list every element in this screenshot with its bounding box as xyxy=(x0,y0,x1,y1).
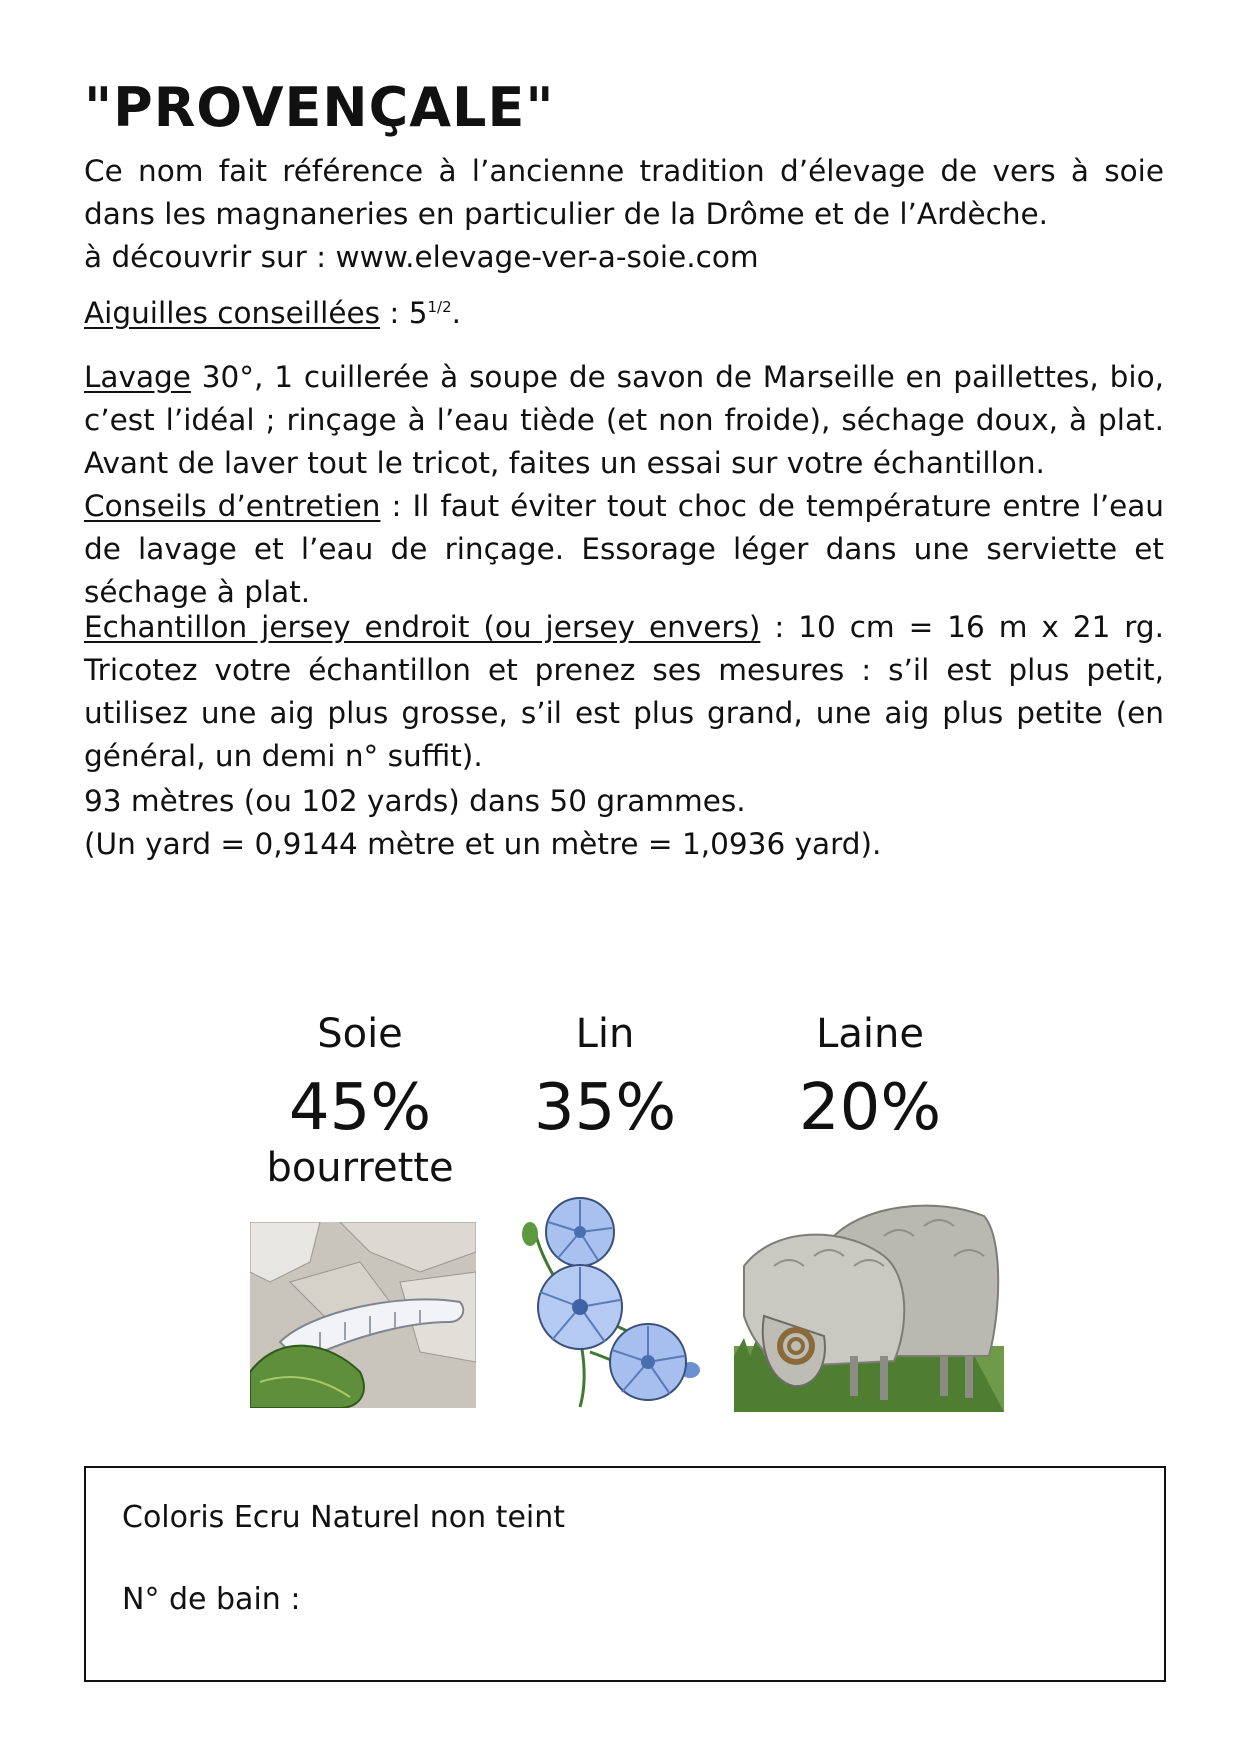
fiber-wool xyxy=(760,1012,980,1146)
fiber-percent: 45% xyxy=(288,1071,432,1145)
intro-website: à découvrir sur : www.elevage-ver-a-soie.com xyxy=(84,240,759,274)
sheep-illustration xyxy=(734,1196,1004,1412)
intro-description: Ce nom fait référence à l’ancienne tradition d’élevage de vers à soie dans les magnaneries en particulier de la Drôme et de l’Ardèche. xyxy=(84,154,1164,231)
color-name: Coloris Ecru Naturel non teint xyxy=(122,1500,566,1535)
page-title: "PROVENÇALE" xyxy=(84,76,555,139)
needles-fraction: 1/2 xyxy=(427,298,452,317)
gauge-description: : 10 cm = 16 m x 21 rg. Tricotez votre échantillon et prenez ses mesures : s’il est plus petit, utilisez une aig plus grosse, s’il est plus grand, une aig plus petite (en général, un demi n° suffit). xyxy=(84,610,1164,773)
label-box xyxy=(84,1466,1166,1682)
fiber-silk xyxy=(240,1012,480,1190)
silkworm-illustration xyxy=(250,1222,476,1408)
needles-end: . xyxy=(451,296,462,330)
washing-text: 30°, 1 cuillerée à soupe de savon de Marseille en paillettes, bio, c’est l’idéal ; rinçage à l’eau tiède (et non froide), séchage doux, à plat. Avant de laver tout le tricot, faites un essai sur votre échantillon. xyxy=(84,360,1164,480)
fiber-name: Laine xyxy=(816,1011,924,1057)
gauge-label: Echantillon jersey endroit (ou jersey envers) xyxy=(84,610,761,644)
fiber-name: Lin xyxy=(575,1011,635,1057)
needles-sep: : xyxy=(380,296,409,330)
fiber-percent: 20% xyxy=(798,1071,942,1145)
care-text: : Il faut éviter tout choc de température entre l’eau de lavage et l’eau de rinçage. Essorage léger dans une serviette et séchage à plat. xyxy=(84,489,1164,609)
fiber-percent: 35% xyxy=(533,1071,677,1145)
washing-label: Lavage xyxy=(84,360,191,394)
fiber-linen xyxy=(505,1012,705,1146)
dye-lot-field: N° de bain : xyxy=(122,1582,301,1617)
care-label: Conseils d’entretien xyxy=(84,489,381,523)
yard-conversion: (Un yard = 0,9144 mètre et un mètre = 1,0936 yard). xyxy=(84,827,882,861)
yardage-text xyxy=(84,780,1164,866)
needles-label: Aiguilles conseillées xyxy=(84,296,381,330)
yardage-line: 93 mètres (ou 102 yards) dans 50 grammes. xyxy=(84,784,746,818)
needles-size: 5 xyxy=(408,296,428,330)
flax-flower-illustration xyxy=(510,1192,710,1412)
needles-info xyxy=(84,292,1164,335)
fiber-subtitle: bourrette xyxy=(266,1145,454,1191)
intro-text xyxy=(84,150,1164,279)
washing-care-text xyxy=(84,356,1164,614)
gauge-text xyxy=(84,606,1164,778)
fiber-name: Soie xyxy=(317,1011,403,1057)
